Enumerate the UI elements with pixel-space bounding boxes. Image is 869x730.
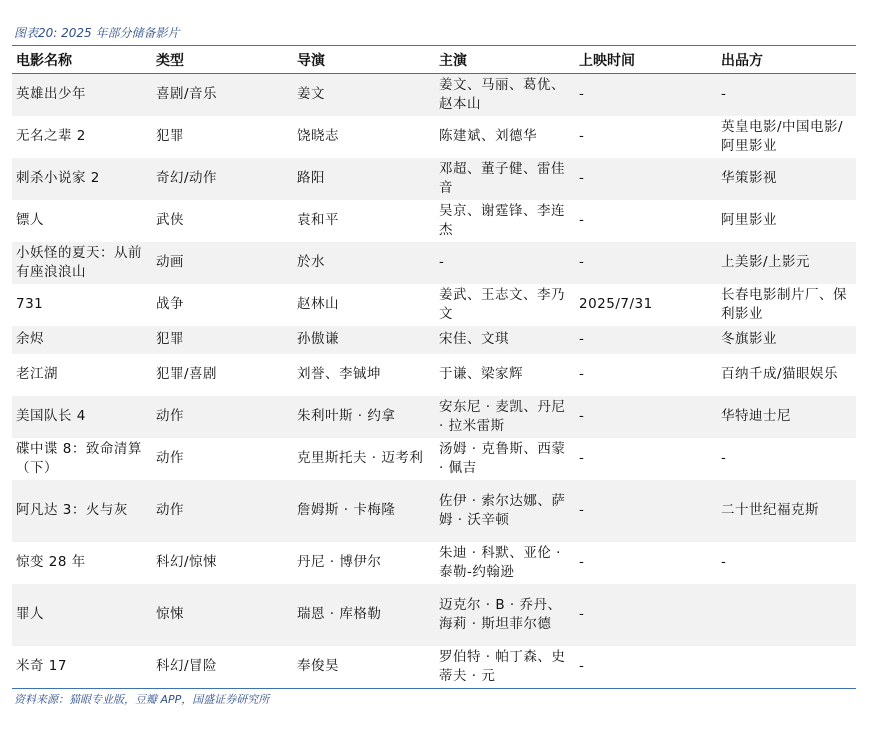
cell-cast: 罗伯特 · 帕丁森、史蒂夫 · 元	[439, 648, 566, 684]
cell-director: 刘誉、李铖坤	[297, 366, 381, 382]
cell-cast: -	[435, 242, 575, 284]
cell-genre: 武侠	[156, 212, 184, 228]
cell-release-date: -	[579, 450, 585, 466]
cell-title: 罪人	[12, 584, 152, 646]
cell-title: 米奇 17	[16, 658, 67, 674]
cell-director: 孙傲谦	[293, 326, 435, 354]
header-genre: 类型	[152, 47, 293, 74]
cell-producer: -	[721, 554, 727, 570]
cell-producer: 长春电影制片厂、保利影业	[721, 286, 847, 322]
header-row	[12, 47, 856, 74]
cell-release-date: -	[579, 366, 585, 382]
cell-release-date: 2025/7/31	[579, 296, 653, 312]
cell-release-date: -	[579, 128, 585, 144]
cell-producer: 百纳千成/猫眼娱乐	[721, 366, 839, 382]
cell-release-date: -	[579, 658, 585, 674]
cell-cast: 陈建斌、刘德华	[439, 128, 537, 144]
table-row	[12, 200, 856, 242]
cell-director: 袁和平	[297, 212, 339, 228]
cell-release-date: -	[575, 584, 717, 646]
cell-release-date: -	[575, 74, 717, 116]
cell-genre: 战争	[156, 296, 184, 312]
cell-cast: 邓超、董子健、雷佳音	[435, 158, 575, 200]
table-row	[12, 396, 856, 438]
cell-genre: 动画	[152, 242, 293, 284]
cell-title: 刺杀小说家 2	[12, 158, 152, 200]
cell-director: 詹姆斯 · 卡梅隆	[293, 480, 435, 542]
cell-release-date: -	[579, 554, 585, 570]
cell-genre: 喜剧/音乐	[152, 74, 293, 116]
cell-cast: 宋佳、文琪	[435, 326, 575, 354]
cell-producer	[717, 584, 856, 646]
films-table	[12, 47, 856, 688]
cell-title: 阿凡达 3：火与灰	[12, 480, 152, 542]
table-row	[12, 242, 856, 284]
table-row	[12, 438, 856, 480]
cell-producer: -	[717, 74, 856, 116]
cell-director: 於水	[293, 242, 435, 284]
cell-cast: 姜文、马丽、葛优、赵本山	[435, 74, 575, 116]
cell-title: 小妖怪的夏天：从前有座浪浪山	[12, 242, 152, 284]
source-note: 资料来源：猫眼专业版，豆瓣 APP，国盛证券研究所	[14, 693, 270, 706]
header-cast: 主演	[435, 47, 575, 74]
cell-director: 奉俊昊	[297, 658, 339, 674]
table-row	[12, 116, 856, 158]
cell-title: 镖人	[16, 212, 44, 228]
cell-release-date: -	[575, 396, 717, 438]
cell-genre: 科幻/冒险	[156, 658, 218, 674]
cell-release-date: -	[575, 158, 717, 200]
cell-producer: 华策影视	[717, 158, 856, 200]
cell-director: 瑞恩 · 库格勒	[293, 584, 435, 646]
cell-title: 美国队长 4	[12, 396, 152, 438]
cell-cast: 朱迪 · 科默、亚伦 · 泰勒-约翰逊	[439, 544, 561, 580]
cell-release-date: -	[575, 480, 717, 542]
cell-director: 朱利叶斯 · 约拿	[293, 396, 435, 438]
cell-title: 碟中谍 8：致命清算（下）	[16, 440, 142, 476]
cell-genre: 惊悚	[152, 584, 293, 646]
cell-director: 丹尼 · 博伊尔	[297, 554, 382, 570]
cell-genre: 科幻/惊悚	[156, 554, 218, 570]
cell-producer	[717, 646, 856, 688]
cell-producer: 阿里影业	[721, 212, 777, 228]
cell-director: 姜文	[293, 74, 435, 116]
cell-release-date: -	[575, 242, 717, 284]
figure-caption: 图表20: 2025 年部分储备影片	[14, 26, 180, 40]
table-row	[12, 480, 856, 542]
cell-genre: 动作	[156, 450, 184, 466]
cell-cast: 迈克尔 · B · 乔丹、海莉 · 斯坦菲尔德	[435, 584, 575, 646]
header-release-date: 上映时间	[575, 47, 717, 74]
cell-producer: 上美影/上影元	[717, 242, 856, 284]
cell-cast: 安东尼 · 麦凯、丹尼 · 拉米雷斯	[435, 396, 575, 438]
cell-director: 克里斯托夫 · 迈考利	[297, 450, 424, 466]
cell-director: 路阳	[293, 158, 435, 200]
cell-title: 惊变 28 年	[16, 554, 86, 570]
table-row	[12, 354, 856, 396]
table-row	[12, 158, 856, 200]
cell-producer: 华特迪士尼	[717, 396, 856, 438]
header-producer: 出品方	[717, 47, 856, 74]
cell-title: 英雄出少年	[12, 74, 152, 116]
cell-producer: 冬旗影业	[717, 326, 856, 354]
cell-release-date: -	[579, 212, 585, 228]
cell-genre: 奇幻/动作	[152, 158, 293, 200]
header-director: 导演	[293, 47, 435, 74]
cell-director: 赵林山	[297, 296, 339, 312]
header-title: 电影名称	[12, 47, 152, 74]
cell-genre: 犯罪	[152, 326, 293, 354]
cell-director: 饶晓志	[297, 128, 339, 144]
cell-cast: 吴京、谢霆锋、李连杰	[439, 202, 565, 238]
cell-cast: 汤姆 · 克鲁斯、西蒙 · 佩吉	[439, 440, 566, 476]
cell-cast: 姜武、王志文、李乃文	[439, 286, 565, 322]
cell-genre: 犯罪	[156, 128, 184, 144]
cell-title: 老江湖	[16, 366, 58, 382]
table-row	[12, 646, 856, 688]
cell-genre: 犯罪/喜剧	[156, 366, 218, 382]
cell-producer: -	[721, 450, 727, 466]
cell-title: 无名之辈 2	[16, 128, 86, 144]
cell-genre: 动作	[152, 396, 293, 438]
bottom-rule	[12, 688, 856, 689]
cell-release-date: -	[575, 326, 717, 354]
table-row	[12, 284, 856, 326]
table-row	[12, 74, 856, 116]
table-row	[12, 584, 856, 646]
cell-genre: 动作	[152, 480, 293, 542]
cell-producer: 二十世纪福克斯	[717, 480, 856, 542]
table-row	[12, 326, 856, 354]
cell-title: 余烬	[12, 326, 152, 354]
cell-title: 731	[16, 296, 44, 312]
cell-producer: 英皇电影/中国电影/阿里影业	[721, 118, 844, 154]
top-rule	[12, 45, 856, 46]
cell-cast: 佐伊 · 索尔达娜、萨姆 · 沃辛顿	[435, 480, 575, 542]
table-row	[12, 542, 856, 584]
cell-cast: 于谦、梁家辉	[439, 366, 523, 382]
